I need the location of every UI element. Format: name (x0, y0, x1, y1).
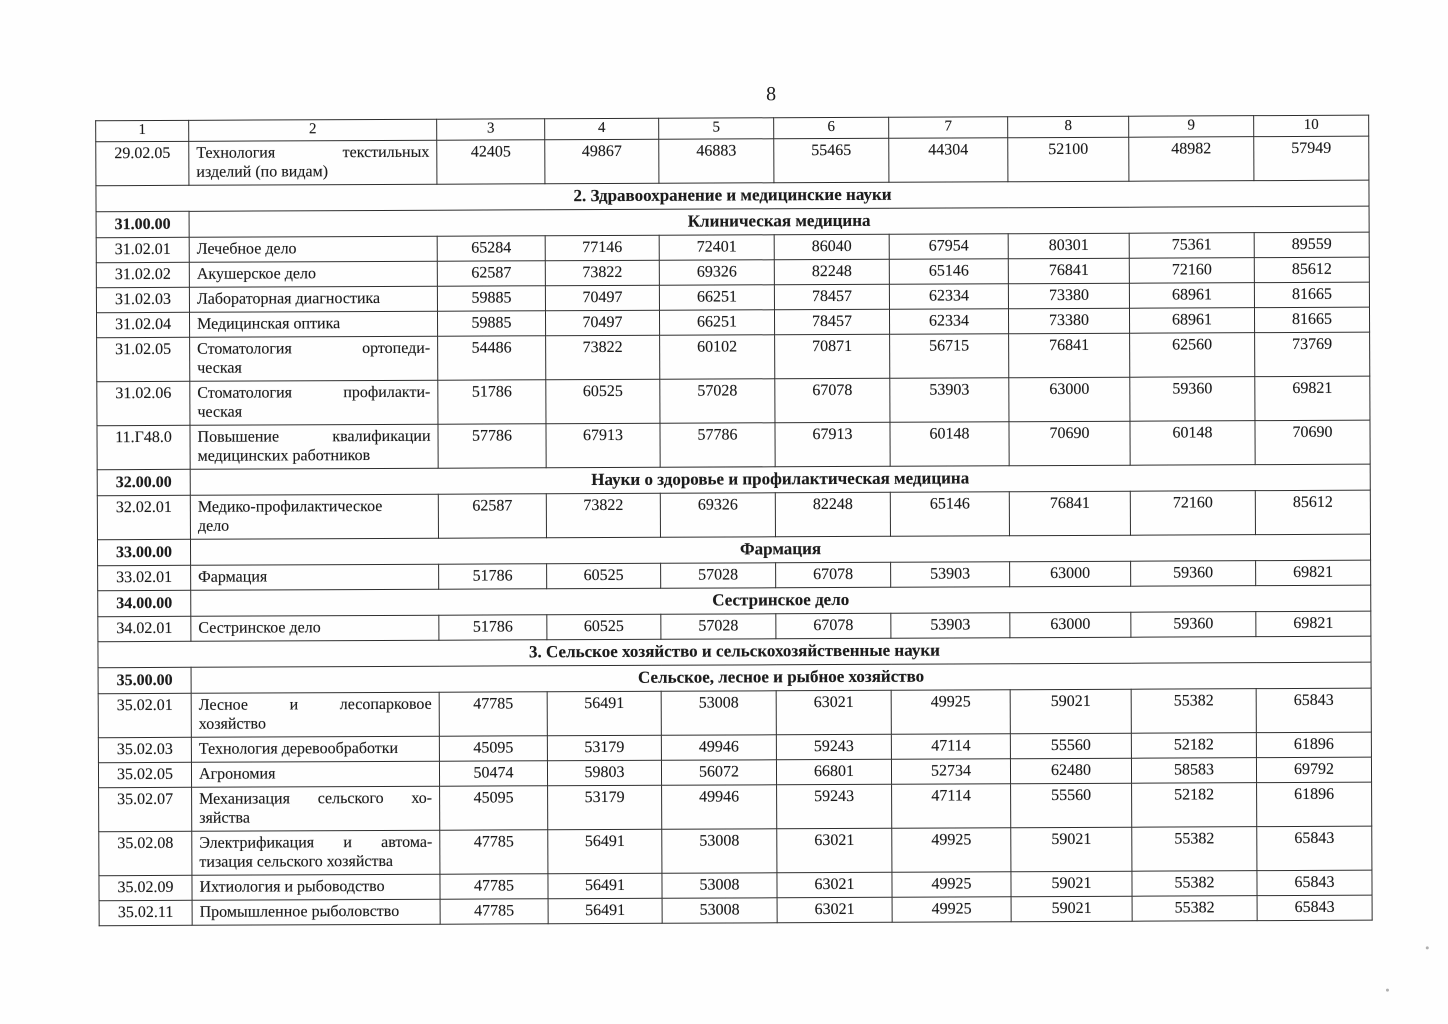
specialty-code: 35.02.03 (98, 737, 191, 762)
salary-value: 53903 (891, 562, 1010, 588)
specialty-name (192, 874, 440, 900)
salary-value: 52182 (1131, 733, 1256, 759)
salary-value: 53179 (547, 735, 661, 760)
specialty-name (189, 311, 437, 337)
salary-value: 62587 (438, 494, 546, 538)
specialty-name (190, 336, 438, 381)
scanned-page (95, 81, 1373, 927)
salary-value: 55560 (1010, 733, 1131, 759)
salary-value: 69821 (1256, 611, 1371, 637)
data-row (99, 782, 1372, 832)
specialty-name-line: Механизация сельского хо- (199, 789, 433, 808)
specialty-name-line: Ихтиология и рыбоводство (199, 877, 385, 896)
salary-value: 54486 (438, 336, 546, 380)
specialty-name (190, 424, 438, 469)
salary-value: 53008 (662, 873, 777, 899)
salary-value: 53903 (891, 613, 1010, 639)
salary-value: 59360 (1130, 377, 1255, 422)
salary-value: 67078 (775, 378, 890, 423)
group-code: 35.00.00 (98, 667, 191, 693)
specialty-name (189, 286, 437, 312)
specialty-code: 31.02.06 (97, 381, 190, 425)
data-row (97, 490, 1370, 540)
specialty-name-line: Технология текстильных (196, 143, 430, 162)
salary-value: 49925 (891, 690, 1010, 735)
salary-value: 70690 (1255, 420, 1370, 465)
salary-value: 59360 (1131, 561, 1256, 587)
salary-value: 62334 (889, 284, 1008, 310)
salary-value: 73822 (545, 260, 659, 285)
salary-value: 67078 (776, 613, 891, 639)
data-row (99, 895, 1372, 926)
salary-value: 62587 (437, 261, 545, 286)
specialty-name-line: Повышение квалификации (197, 427, 431, 446)
salary-value: 61896 (1256, 732, 1371, 758)
salary-value: 70497 (545, 310, 659, 335)
group-label: Сестринское дело (191, 585, 1371, 616)
salary-value: 78457 (774, 309, 889, 335)
group-label: Фармация (190, 534, 1370, 565)
salary-value: 63000 (1010, 612, 1131, 638)
salary-value: 75361 (1129, 233, 1254, 259)
salary-value: 69326 (659, 260, 774, 286)
specialty-code: 31.02.05 (97, 337, 190, 381)
salary-value: 81665 (1254, 282, 1369, 308)
salary-value: 86040 (774, 234, 889, 260)
salary-value: 57786 (438, 424, 546, 468)
salary-value: 82248 (775, 492, 890, 537)
salary-value: 62560 (1130, 333, 1255, 378)
column-header: 5 (659, 118, 774, 140)
salary-value: 49946 (662, 785, 777, 830)
column-header: 2 (189, 119, 437, 141)
salary-value: 52182 (1132, 783, 1257, 828)
specialty-name (190, 494, 438, 539)
salary-value: 47114 (891, 734, 1010, 760)
salary-value: 44304 (889, 138, 1008, 183)
specialty-name-line: медицинских работников (197, 447, 371, 465)
salary-value: 59243 (777, 784, 892, 829)
salary-value: 56491 (548, 829, 662, 873)
specialty-name (191, 615, 439, 641)
specialty-name-line: Лабораторная диагностика (196, 289, 381, 308)
salary-value: 60525 (547, 614, 661, 639)
column-header: 1 (96, 120, 189, 141)
salary-value: 55382 (1131, 689, 1256, 734)
salary-value: 72160 (1129, 258, 1254, 284)
salary-value: 51786 (439, 615, 547, 640)
salary-value: 60525 (547, 563, 661, 588)
salary-value: 63000 (1009, 377, 1130, 422)
salary-value: 47785 (440, 874, 548, 899)
salary-value: 57949 (1254, 136, 1369, 181)
salary-value: 49925 (892, 828, 1011, 873)
specialty-code: 31.02.04 (96, 312, 189, 337)
salary-value: 56491 (547, 691, 661, 735)
salary-value: 53008 (662, 898, 777, 924)
salary-value: 56072 (661, 760, 776, 786)
salary-value: 47114 (892, 784, 1011, 829)
salary-value: 45095 (439, 736, 547, 761)
group-code: 34.00.00 (98, 590, 191, 616)
salary-value: 69792 (1256, 757, 1371, 783)
specialty-code: 31.02.02 (96, 262, 189, 287)
specialty-name (192, 830, 440, 875)
salary-value: 52100 (1008, 137, 1129, 182)
specialty-code: 35.02.11 (99, 900, 192, 925)
salary-value: 53008 (661, 691, 776, 736)
data-row (99, 826, 1372, 876)
group-label: Сельское, лесное и рыбное хозяйство (191, 662, 1371, 693)
specialty-name-line: Лесное и лесопарковое (198, 695, 432, 714)
specialty-name-line: хозяйство (198, 715, 266, 733)
specialty-name-line: Технология деревообработки (198, 739, 399, 758)
salary-value: 85612 (1255, 490, 1370, 535)
specialty-name-line: Медицинская оптика (197, 315, 341, 333)
specialty-name-line: изделий (по видам) (196, 163, 329, 181)
salary-value: 81665 (1254, 307, 1369, 333)
salary-value: 82248 (774, 259, 889, 285)
salary-value: 65843 (1257, 870, 1372, 896)
salary-value: 65146 (890, 492, 1009, 537)
salary-value: 61896 (1257, 782, 1372, 827)
salary-value: 69326 (660, 493, 775, 538)
salary-value: 70871 (775, 334, 890, 379)
salary-value: 66251 (659, 285, 774, 311)
data-row (97, 376, 1370, 426)
salary-value: 49925 (892, 872, 1011, 898)
data-row (97, 332, 1370, 382)
specialty-name-line: Электрификация и автома- (199, 833, 433, 852)
salary-value: 52734 (891, 759, 1010, 785)
salary-value: 67913 (775, 422, 890, 467)
salary-value: 69821 (1256, 560, 1371, 586)
salary-value: 63021 (777, 828, 892, 873)
salary-value: 49946 (661, 735, 776, 761)
scan-speck (1386, 989, 1389, 992)
specialty-name (191, 736, 439, 762)
salary-value: 58583 (1131, 758, 1256, 784)
salary-table (95, 115, 1373, 927)
specialty-name-line: Акушерское дело (196, 265, 316, 283)
salary-value: 47785 (440, 899, 548, 924)
salary-value: 63021 (777, 872, 892, 898)
specialty-code: 31.02.03 (96, 287, 189, 312)
salary-value: 55560 (1011, 783, 1132, 828)
salary-value: 70690 (1009, 421, 1130, 466)
section-label: 2. Здравоохранение и медицинские науки (96, 180, 1369, 212)
salary-value: 65146 (889, 259, 1008, 285)
salary-value: 59021 (1011, 896, 1132, 922)
salary-value: 57786 (660, 423, 775, 468)
salary-value: 68961 (1129, 283, 1254, 309)
group-label: Науки о здоровье и профилактическая медицина (190, 464, 1370, 495)
salary-value: 76841 (1008, 258, 1129, 284)
specialty-name-line: Промышленное рыболовство (199, 902, 400, 921)
specialty-name (191, 761, 439, 787)
specialty-name (190, 380, 438, 425)
salary-value: 47785 (440, 830, 548, 874)
column-header: 3 (437, 119, 545, 140)
salary-value: 62334 (889, 309, 1008, 335)
salary-value: 60102 (660, 335, 775, 380)
salary-value: 56715 (890, 334, 1009, 379)
salary-value: 63021 (776, 690, 891, 735)
salary-value: 65843 (1256, 688, 1371, 733)
salary-value: 49925 (892, 897, 1011, 923)
salary-value: 59885 (437, 311, 545, 336)
salary-value: 55465 (774, 138, 889, 183)
salary-value: 55382 (1132, 871, 1257, 897)
group-label: Клиническая медицина (189, 206, 1369, 237)
specialty-code: 35.02.08 (99, 831, 192, 875)
salary-value: 47785 (439, 692, 547, 736)
scan-speck (1426, 946, 1429, 949)
column-header: 7 (889, 117, 1008, 139)
specialty-code: 35.02.09 (99, 875, 192, 900)
salary-value: 89559 (1254, 232, 1369, 258)
salary-value: 67913 (546, 423, 660, 467)
salary-value: 66801 (776, 759, 891, 785)
group-code: 32.00.00 (97, 469, 190, 495)
salary-value: 53903 (890, 378, 1009, 423)
salary-value: 78457 (774, 284, 889, 310)
salary-value: 57028 (661, 563, 776, 589)
column-header: 4 (545, 118, 659, 139)
salary-value: 62480 (1010, 758, 1131, 784)
specialty-name (192, 786, 440, 831)
salary-value: 59021 (1011, 871, 1132, 897)
salary-value: 48982 (1129, 137, 1254, 182)
specialty-code: 33.02.01 (98, 565, 191, 590)
specialty-code: 35.02.05 (98, 762, 191, 787)
salary-value: 73822 (546, 493, 660, 537)
column-header: 8 (1008, 116, 1129, 138)
specialty-name-line: Стоматология профилакти- (197, 383, 431, 402)
specialty-code: 35.02.07 (99, 787, 192, 831)
specialty-name-line: тизация сельского хозяйства (199, 852, 393, 871)
column-header: 9 (1129, 116, 1254, 138)
data-row (96, 136, 1369, 186)
salary-value: 73822 (546, 335, 660, 379)
specialty-name-line: дело (197, 517, 230, 535)
page-number: 8 (765, 83, 777, 106)
salary-value: 73769 (1255, 332, 1370, 377)
specialty-name-line: ческая (197, 403, 243, 421)
salary-value: 73380 (1008, 283, 1129, 309)
specialty-code: 34.02.01 (98, 616, 191, 641)
specialty-code: 29.02.05 (96, 141, 189, 185)
salary-value: 57028 (660, 379, 775, 424)
salary-value: 51786 (439, 564, 547, 589)
data-row (97, 420, 1370, 470)
salary-value: 69821 (1255, 376, 1370, 421)
specialty-code: 32.02.01 (97, 495, 190, 539)
salary-value: 72401 (659, 235, 774, 261)
salary-value: 70497 (545, 285, 659, 310)
salary-value: 63000 (1010, 561, 1131, 587)
salary-value: 53008 (662, 829, 777, 874)
specialty-code: 11.Г48.0 (97, 425, 190, 469)
salary-value: 76841 (1009, 333, 1130, 378)
salary-value: 59803 (547, 760, 661, 785)
salary-value: 80301 (1008, 233, 1129, 259)
specialty-name-line: Агрономия (198, 765, 276, 783)
specialty-code: 31.02.01 (96, 237, 189, 262)
salary-value: 56491 (548, 898, 662, 923)
salary-value: 51786 (438, 380, 546, 424)
specialty-name-line: Лечебное дело (196, 240, 297, 258)
group-code: 31.00.00 (96, 211, 189, 237)
salary-value: 65284 (437, 236, 545, 261)
salary-value: 49867 (545, 139, 659, 183)
column-header: 6 (774, 117, 889, 139)
specialty-name-line: Медико-профилактическое (197, 497, 383, 516)
specialty-name (191, 564, 439, 590)
specialty-name (191, 692, 439, 737)
salary-value: 55382 (1132, 896, 1257, 922)
salary-value: 50474 (439, 761, 547, 786)
salary-value: 76841 (1009, 491, 1130, 536)
salary-value: 59021 (1011, 827, 1132, 872)
salary-value: 67078 (776, 562, 891, 588)
salary-value: 73380 (1008, 308, 1129, 334)
specialty-name-line: зяйства (199, 809, 251, 827)
specialty-name (189, 261, 437, 287)
column-header: 10 (1254, 115, 1369, 137)
salary-value: 59243 (776, 734, 891, 760)
data-row (98, 688, 1371, 738)
salary-value: 45095 (440, 786, 548, 830)
salary-value: 56491 (548, 873, 662, 898)
salary-value: 66251 (659, 310, 774, 336)
salary-value: 67954 (889, 234, 1008, 260)
salary-value: 59360 (1131, 612, 1256, 638)
salary-value: 55382 (1132, 827, 1257, 872)
specialty-name-line: Фармация (198, 568, 268, 586)
specialty-name-line: Стоматология ортопеди- (197, 339, 431, 358)
salary-value: 60525 (546, 379, 660, 423)
specialty-code: 35.02.01 (98, 693, 191, 737)
salary-value: 57028 (661, 614, 776, 640)
salary-value: 59885 (437, 286, 545, 311)
salary-value: 85612 (1254, 257, 1369, 283)
salary-value: 53179 (548, 785, 662, 829)
specialty-name (189, 236, 437, 262)
specialty-name-line: Сестринское дело (198, 619, 321, 637)
salary-value: 59021 (1010, 689, 1131, 734)
salary-value: 65843 (1257, 895, 1372, 921)
specialty-name (189, 140, 437, 185)
section-label: 3. Сельское хозяйство и сельскохозяйственные науки (98, 636, 1371, 668)
specialty-name (192, 899, 440, 925)
salary-value: 68961 (1129, 308, 1254, 334)
salary-value: 63021 (777, 897, 892, 923)
salary-value: 77146 (545, 235, 659, 260)
salary-value: 72160 (1130, 491, 1255, 536)
salary-value: 42405 (437, 140, 545, 184)
salary-value: 60148 (890, 422, 1009, 467)
salary-value: 65843 (1257, 826, 1372, 871)
group-code: 33.00.00 (97, 539, 190, 565)
salary-value: 46883 (659, 139, 774, 184)
salary-value: 60148 (1130, 421, 1255, 466)
specialty-name-line: ческая (197, 359, 242, 377)
